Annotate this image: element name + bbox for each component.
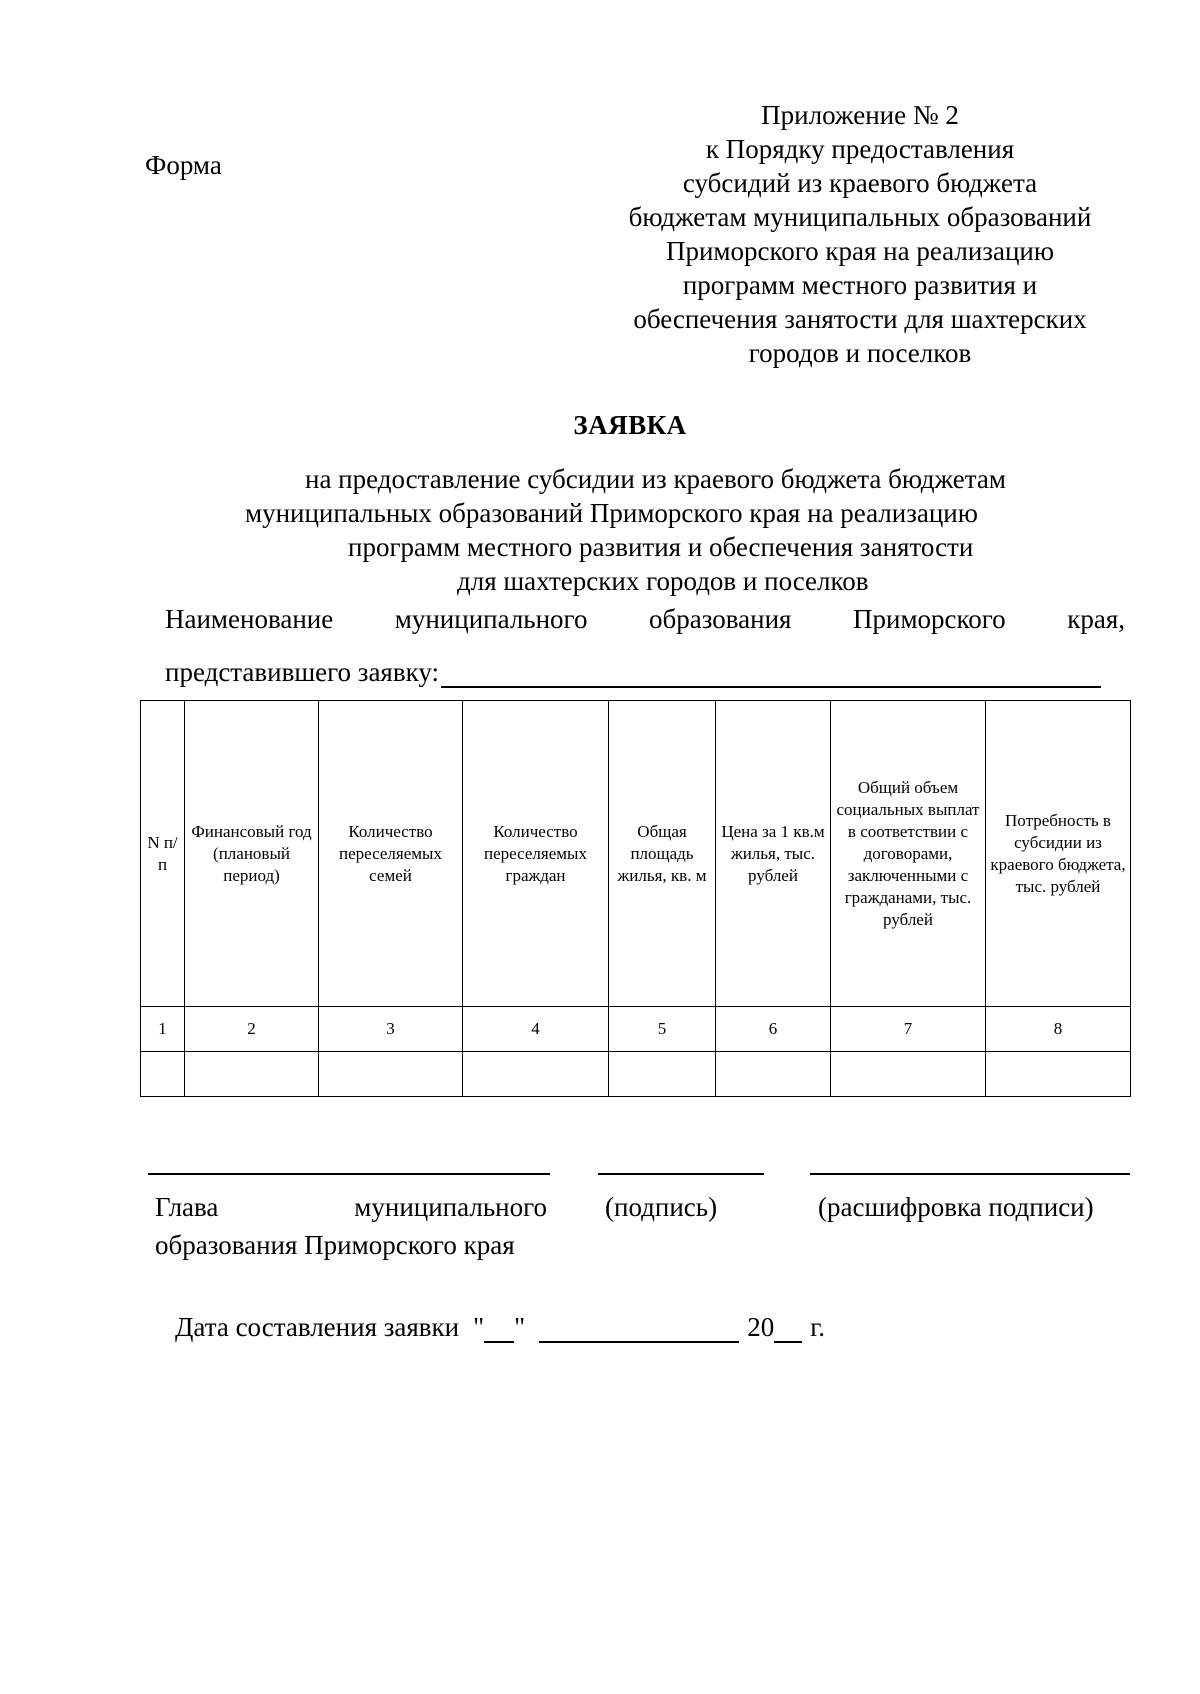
head-label-word: Глава: [155, 1192, 219, 1222]
column-number: 6: [716, 1007, 831, 1052]
header-cell: Общая площадь жилья, кв. м: [609, 701, 716, 1007]
table-cell[interactable]: [716, 1052, 831, 1097]
name-word: Приморского: [853, 604, 1006, 634]
table-header-row: [141, 701, 1131, 1007]
signature-decode-line[interactable]: [810, 1173, 1130, 1175]
subtitle-line: муниципальных образований Приморского края на реализацию: [245, 498, 978, 528]
table-cell[interactable]: [185, 1052, 319, 1097]
column-number: 2: [185, 1007, 319, 1052]
table-cell[interactable]: [463, 1052, 609, 1097]
subtitle-line: программ местного развития и обеспечения занятости: [348, 532, 974, 562]
appendix-line: к Порядку предоставления: [705, 134, 1015, 164]
header-cell: N п/п: [141, 701, 185, 1007]
municipality-name-line: [165, 604, 1125, 635]
header-cell: Количество переселяемых граждан: [463, 701, 609, 1007]
subtitle-line: на предоставление субсидии из краевого бюджета бюджетам: [305, 464, 1006, 494]
signature-label: (подпись): [605, 1192, 718, 1222]
name-word: края,: [1067, 604, 1125, 634]
signature-line[interactable]: [598, 1173, 764, 1175]
date-open-quote: ": [473, 1312, 485, 1342]
head-label-line: образования Приморского края: [155, 1230, 515, 1260]
municipality-name-field[interactable]: [441, 658, 1101, 688]
date-year-suffix: г.: [810, 1312, 825, 1342]
date-close-quote: ": [514, 1312, 526, 1342]
appendix-line: программ местного развития и: [682, 270, 1038, 300]
form-label: Форма: [145, 150, 222, 180]
appendix-line: бюджетам муниципальных образований: [628, 202, 1092, 232]
table-cell[interactable]: [141, 1052, 185, 1097]
appendix-line: субсидий из краевого бюджета: [682, 168, 1038, 198]
column-number: 8: [986, 1007, 1131, 1052]
head-name-line[interactable]: [148, 1173, 550, 1175]
date-line: [175, 1312, 825, 1343]
date-month-field[interactable]: [539, 1315, 739, 1343]
column-number: 7: [831, 1007, 986, 1052]
table-cell[interactable]: [319, 1052, 463, 1097]
header-cell: Количество переселяемых семей: [319, 701, 463, 1007]
table-cell[interactable]: [986, 1052, 1131, 1097]
date-day-field[interactable]: [484, 1315, 514, 1343]
head-label: [155, 1188, 547, 1264]
appendix-line: обеспечения занятости для шахтерских: [633, 304, 1087, 334]
appendix-line: Приложение № 2: [761, 100, 959, 130]
name-word: муниципального: [394, 604, 588, 634]
name-word: Наименование: [165, 604, 334, 634]
appendix-block: [600, 98, 1120, 370]
subtitle-line: для шахтерских городов и поселков: [457, 566, 869, 596]
column-number: 5: [609, 1007, 716, 1052]
date-label: Дата составления заявки: [175, 1312, 460, 1342]
date-year-prefix: 20: [747, 1312, 775, 1342]
column-number-row: [141, 1007, 1131, 1052]
table-row: [141, 1052, 1131, 1097]
column-number: 1: [141, 1007, 185, 1052]
header-cell: Цена за 1 кв.м жилья, тыс. рублей: [716, 701, 831, 1007]
column-number: 4: [463, 1007, 609, 1052]
header-cell: Потребность в субсидии из краевого бюджета, тыс. рублей: [986, 701, 1131, 1007]
table-cell[interactable]: [831, 1052, 986, 1097]
header-cell: Финансовый год (плановый период): [185, 701, 319, 1007]
head-label-word: муниципального: [354, 1192, 547, 1222]
column-number: 3: [319, 1007, 463, 1052]
document-title: ЗАЯВКА: [573, 410, 687, 440]
signature-decode-label: (расшифровка подписи): [818, 1192, 1094, 1222]
submitted-label: представившего заявку:: [165, 657, 439, 687]
appendix-line: Приморского края на реализацию: [665, 236, 1055, 266]
submitted-line: [165, 657, 1101, 688]
header-cell: Общий объем социальных выплат в соответствии с договорами, заключенными с гражданами, тыс. рублей: [831, 701, 986, 1007]
table-cell[interactable]: [609, 1052, 716, 1097]
application-table: [140, 700, 1131, 1097]
appendix-line: городов и поселков: [748, 338, 972, 368]
name-word: образования: [649, 604, 792, 634]
date-year-field[interactable]: [774, 1315, 802, 1343]
